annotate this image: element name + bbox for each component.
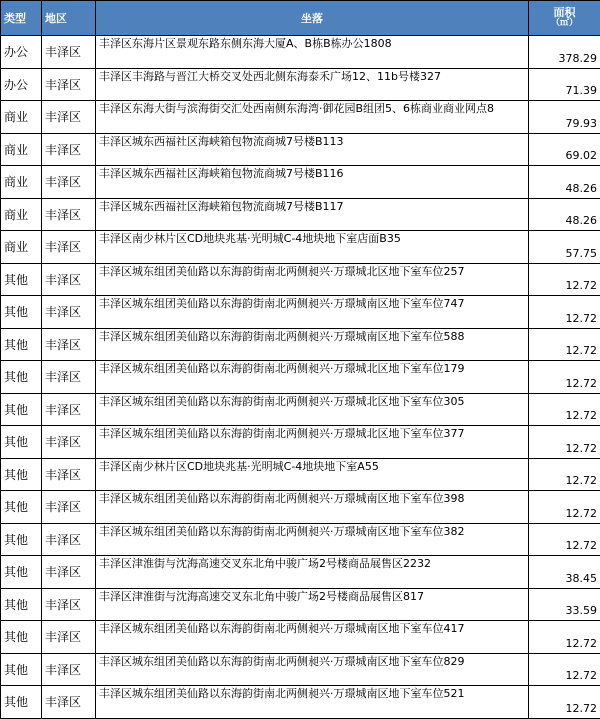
table-row bbox=[1, 68, 600, 101]
cell-location: 丰泽区城东组团美仙路以东海韵街南北两侧昶兴·万璟城南区地下室车位747 bbox=[96, 296, 529, 329]
table-header-row bbox=[1, 1, 600, 36]
table-row bbox=[1, 36, 600, 69]
cell-size: 33.59 bbox=[529, 588, 600, 621]
cell-size: 12.72 bbox=[529, 523, 600, 556]
cell-location: 丰泽区城东组团美仙路以东海韵街南北两侧昶兴·万璟城北区地下室车位377 bbox=[96, 426, 529, 459]
cell-type: 商业 bbox=[1, 101, 42, 134]
table-row bbox=[1, 621, 600, 654]
table-row bbox=[1, 523, 600, 556]
cell-type: 其他 bbox=[1, 686, 42, 719]
cell-size: 48.26 bbox=[529, 166, 600, 199]
cell-type: 其他 bbox=[1, 523, 42, 556]
cell-type: 其他 bbox=[1, 296, 42, 329]
table-row bbox=[1, 133, 600, 166]
cell-size: 71.39 bbox=[529, 68, 600, 101]
cell-type: 其他 bbox=[1, 426, 42, 459]
cell-area: 丰泽区 bbox=[42, 426, 96, 459]
cell-size: 12.72 bbox=[529, 458, 600, 491]
cell-type: 商业 bbox=[1, 166, 42, 199]
table-row bbox=[1, 101, 600, 134]
cell-location: 丰泽区南少林片区CD地块兆基·光明城C-4地块地下室A55 bbox=[96, 458, 529, 491]
cell-area: 丰泽区 bbox=[42, 491, 96, 524]
header-size-unit: （㎡） bbox=[529, 19, 600, 29]
cell-location: 丰泽区东海片区景观东路东侧东海大厦A、B栋B栋办公1808 bbox=[96, 36, 529, 69]
cell-size: 69.02 bbox=[529, 133, 600, 166]
table-row bbox=[1, 328, 600, 361]
header-size bbox=[529, 1, 600, 36]
cell-area: 丰泽区 bbox=[42, 523, 96, 556]
cell-area: 丰泽区 bbox=[42, 68, 96, 101]
cell-area: 丰泽区 bbox=[42, 588, 96, 621]
table-row bbox=[1, 686, 600, 719]
cell-location: 丰泽区东海大街与滨海街交汇处西南侧东海湾·御花园B组团5、6栋商业商业网点8 bbox=[96, 101, 529, 134]
cell-size: 38.45 bbox=[529, 556, 600, 589]
cell-location: 丰泽区城东西福社区海峡箱包物流商城7号楼B117 bbox=[96, 198, 529, 231]
cell-location: 丰泽区城东组团美仙路以东海韵街南北两侧昶兴·万璟城南区地下室车位829 bbox=[96, 653, 529, 686]
cell-size: 12.72 bbox=[529, 426, 600, 459]
header-area: 地区 bbox=[42, 1, 96, 36]
cell-area: 丰泽区 bbox=[42, 296, 96, 329]
cell-location: 丰泽区城东组团美仙路以东海韵街南北两侧昶兴·万璟城南区地下室车位521 bbox=[96, 686, 529, 719]
cell-type: 其他 bbox=[1, 361, 42, 394]
table-row bbox=[1, 556, 600, 589]
cell-type: 其他 bbox=[1, 588, 42, 621]
cell-area: 丰泽区 bbox=[42, 133, 96, 166]
cell-size: 12.72 bbox=[529, 328, 600, 361]
cell-area: 丰泽区 bbox=[42, 393, 96, 426]
cell-size: 12.72 bbox=[529, 263, 600, 296]
table-row bbox=[1, 588, 600, 621]
cell-type: 商业 bbox=[1, 198, 42, 231]
cell-type: 其他 bbox=[1, 556, 42, 589]
cell-location: 丰泽区城东组团美仙路以东海韵街南北两侧昶兴·万璟城北区地下室车位179 bbox=[96, 361, 529, 394]
cell-type: 商业 bbox=[1, 231, 42, 264]
table-row bbox=[1, 458, 600, 491]
cell-area: 丰泽区 bbox=[42, 458, 96, 491]
cell-type: 办公 bbox=[1, 68, 42, 101]
table-row bbox=[1, 166, 600, 199]
table-row bbox=[1, 198, 600, 231]
cell-size: 12.72 bbox=[529, 686, 600, 719]
cell-location: 丰泽区城东组团美仙路以东海韵街南北两侧昶兴·万璟城北区地下室车位305 bbox=[96, 393, 529, 426]
cell-area: 丰泽区 bbox=[42, 263, 96, 296]
cell-type: 其他 bbox=[1, 263, 42, 296]
cell-location: 丰泽区丰海路与晋江大桥交叉处西北侧东海泰禾广场12、11b号楼327 bbox=[96, 68, 529, 101]
cell-area: 丰泽区 bbox=[42, 621, 96, 654]
table-row bbox=[1, 426, 600, 459]
cell-area: 丰泽区 bbox=[42, 231, 96, 264]
cell-size: 12.72 bbox=[529, 393, 600, 426]
cell-location: 丰泽区城东西福社区海峡箱包物流商城7号楼B113 bbox=[96, 133, 529, 166]
table-row bbox=[1, 653, 600, 686]
cell-area: 丰泽区 bbox=[42, 36, 96, 69]
cell-type: 其他 bbox=[1, 328, 42, 361]
cell-location: 丰泽区城东组团美仙路以东海韵街南北两侧昶兴·万璟城北区地下室车位257 bbox=[96, 263, 529, 296]
cell-location: 丰泽区城东组团美仙路以东海韵街南北两侧昶兴·万璟城南区地下室车位398 bbox=[96, 491, 529, 524]
header-location: 坐落 bbox=[96, 1, 529, 36]
table-body bbox=[1, 36, 600, 719]
cell-location: 丰泽区城东组团美仙路以东海韵街南北两侧昶兴·万璟城南区地下室车位588 bbox=[96, 328, 529, 361]
cell-area: 丰泽区 bbox=[42, 556, 96, 589]
header-size-label: 面积 bbox=[529, 7, 600, 19]
cell-location: 丰泽区城东组团美仙路以东海韵街南北两侧昶兴·万璟城南区地下室车位382 bbox=[96, 523, 529, 556]
table-row bbox=[1, 361, 600, 394]
cell-area: 丰泽区 bbox=[42, 653, 96, 686]
table-row bbox=[1, 263, 600, 296]
table-row bbox=[1, 231, 600, 264]
cell-size: 79.93 bbox=[529, 101, 600, 134]
cell-size: 12.72 bbox=[529, 296, 600, 329]
cell-size: 12.72 bbox=[529, 491, 600, 524]
cell-type: 其他 bbox=[1, 393, 42, 426]
cell-type: 商业 bbox=[1, 133, 42, 166]
cell-size: 57.75 bbox=[529, 231, 600, 264]
cell-area: 丰泽区 bbox=[42, 166, 96, 199]
header-type: 类型 bbox=[1, 1, 42, 36]
cell-type: 其他 bbox=[1, 653, 42, 686]
cell-area: 丰泽区 bbox=[42, 686, 96, 719]
cell-type: 其他 bbox=[1, 621, 42, 654]
table-row bbox=[1, 296, 600, 329]
table-row bbox=[1, 491, 600, 524]
cell-area: 丰泽区 bbox=[42, 101, 96, 134]
cell-location: 丰泽区城东西福社区海峡箱包物流商城7号楼B116 bbox=[96, 166, 529, 199]
cell-size: 12.72 bbox=[529, 361, 600, 394]
cell-type: 其他 bbox=[1, 491, 42, 524]
cell-area: 丰泽区 bbox=[42, 198, 96, 231]
cell-size: 378.29 bbox=[529, 36, 600, 69]
cell-area: 丰泽区 bbox=[42, 328, 96, 361]
cell-location: 丰泽区南少林片区CD地块兆基·光明城C-4地块地下室店面B35 bbox=[96, 231, 529, 264]
cell-type: 其他 bbox=[1, 458, 42, 491]
cell-location: 丰泽区津淮街与沈海高速交叉东北角中骏广场2号楼商品展售区817 bbox=[96, 588, 529, 621]
cell-type: 办公 bbox=[1, 36, 42, 69]
cell-size: 12.72 bbox=[529, 621, 600, 654]
table-row bbox=[1, 393, 600, 426]
cell-location: 丰泽区城东组团美仙路以东海韵街南北两侧昶兴·万璟城南区地下室车位417 bbox=[96, 621, 529, 654]
cell-size: 12.72 bbox=[529, 653, 600, 686]
cell-size: 48.26 bbox=[529, 198, 600, 231]
cell-area: 丰泽区 bbox=[42, 361, 96, 394]
cell-location: 丰泽区津淮街与沈海高速交叉东北角中骏广场2号楼商品展售区2232 bbox=[96, 556, 529, 589]
